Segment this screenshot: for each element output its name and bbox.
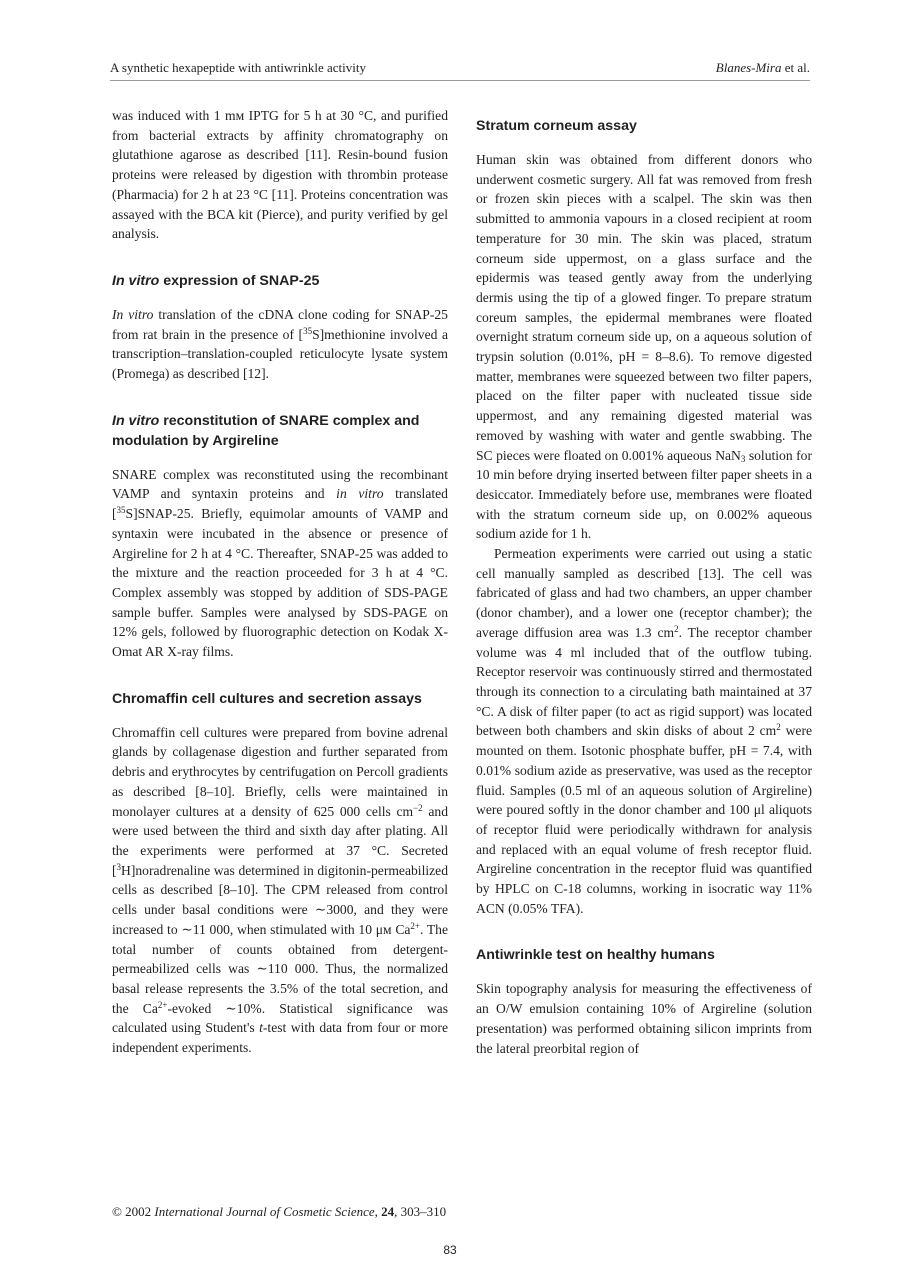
footer-journal: International Journal of Cosmetic Science xyxy=(154,1204,375,1219)
text-italic: in vitro xyxy=(336,486,384,502)
author-name: Blanes-Mira xyxy=(715,60,782,75)
paragraph-continued xyxy=(112,106,448,244)
heading-chromaffin: Chromaffin cell cultures and secretion assays xyxy=(112,690,422,707)
text-run: . The receptor chamber volume was 4 ml included that of the outflow tubing. Receptor reservoir was continuously stirred and thermostated through its connection to a circulating bath maintained at 37 °C. A disk of filter paper (to act as rigid support) was located between both chambers and skin disks of about 2 cm xyxy=(476,624,812,739)
heading-italic: In vitro xyxy=(112,412,160,429)
superscript: 35 xyxy=(303,325,313,336)
text-run: translation of the cDNA clone coding for SNAP-25 from rat brain in the presence of [ xyxy=(112,306,448,342)
heading-in-vitro-expression xyxy=(112,271,448,291)
text-run: Permeation experiments were carried out using a static cell manually sampled as described [13]. The cell was fabricated of glass and had two chambers, an upper chamber (donor chamber), and a lower one (receptor chamber); the average diffusion area was 1.3 cm xyxy=(476,546,812,640)
paragraph-chromaffin xyxy=(112,723,448,1058)
text-run: Human skin was obtained from different donors who underwent cosmetic surgery. All fat was removed from fresh or frozen skin pieces with a scalpel. The skin was then submitted to ammonia vapours in a closed recipient at room temperature for 30 min. The skin was placed, stratum corneum side uppermost, on a glass surface and the epidermis was teased gently away from the underlying dermis using the tip of a glowed finger. To prepare stratum coreum samples, the epidermal membranes were floated overnight stratum corneum side up, on a aqueous solution of trypsin solution (0.01%, pH = 8–8.6). To remove digested matter, membranes were squeezed between two filter papers, placed on the filter paper with nucleated tissue side uppermost, and any remaining digested material was removed by washing with water and gentle swabbing. The SC pieces were floated on 0.001% aqueous NaN xyxy=(476,152,812,463)
footer-volume: 24 xyxy=(381,1204,395,1219)
text-run: Chromaffin cell cultures were prepared from bovine adrenal glands by collagenase digestion and further separated from debris and erythrocytes by centrifugation on Percoll gradients as described [8–10]. Briefly, cells were maintained in monolayer cultures at a density of 625 000 cells cm xyxy=(112,724,448,819)
text-run: S]methionine involved a transcription–translation-coupled reticulocyte lysate system (Promega) as described [12]. xyxy=(112,326,448,382)
header-rule xyxy=(110,80,810,81)
heading-stratum-corneum: Stratum corneum assay xyxy=(476,118,637,134)
page-number: 83 xyxy=(443,1243,457,1257)
text-run: -test with data from four or more independent experiments. xyxy=(112,1020,448,1056)
text-run: SNARE complex was reconstituted using the recombinant VAMP and syntaxin proteins and xyxy=(112,466,448,502)
paragraph-in-vitro-expression xyxy=(112,305,448,384)
text-run: H]noradrenaline was determined in digitonin-permeabilized cells as described [8–10]. The CPM released from control cells under basal conditions were ∼3000, and they were increased to ∼11 000, when stimulated with 10 μᴍ Ca xyxy=(112,862,448,937)
text-run: were mounted on them. Isotonic phosphate buffer, pH = 7.4, with 0.01% sodium azide as preservative, was used as the receptor fluid. Samples (0.5 ml of an aqueous solution of Argireline) were poured softly in the donor chamber and 100 μl aliquots of receptor fluid were periodically withdrawn for analysis and replaced with an equal volume of fresh receptor fluid. Argireline concentration in the receptor fluid was quantified by HPLC on C-18 columns, working in isocratic way 11% ACN (0.05% TFA). xyxy=(476,723,812,916)
footer-copyright: © 2002 xyxy=(112,1204,155,1219)
heading-reconstitution xyxy=(112,411,448,451)
heading-italic: In vitro xyxy=(112,272,160,289)
heading-text: expression of SNAP-25 xyxy=(159,272,320,289)
paragraph-antiwrinkle: Skin topography analysis for measuring the effectiveness of an O/W emulsion containing 10% of Argireline (solution presentation) was performed obtaining silicon imprints from the lateral preorbital region of xyxy=(476,981,812,1056)
superscript: −2 xyxy=(413,802,423,813)
text-run: translated [ xyxy=(112,486,448,522)
footer-citation xyxy=(112,1204,446,1220)
superscript: 2 xyxy=(674,623,679,634)
text-run: and were used between the third and sixth day after plating. All the experiments were performed at 37 °C. Secreted [ xyxy=(112,803,449,878)
text-run: was induced with 1 mᴍ IPTG for 5 h at 30 °C, and purified from bacterial extracts by affinity chromatography on glutathione agarose as described [11]. Resin-bound fusion proteins were released by digestion with thrombin protease (Pharmacia) for 2 h at 23 °C [11]. Proteins concentration was assayed with the BCA kit (Pierce), and purity verified by gel analysis. xyxy=(112,108,448,242)
text-run: S]SNAP-25. Briefly, equimolar amounts of VAMP and syntaxin were incubated in the absence or presence of Argireline for 2 h at 4 °C. Thereafter, SNAP-25 was added to the mixture and the reaction proceeded for 3 h at 4 °C. Complex assembly was stopped by addition of SDS-PAGE sample buffer. Samples were analysed by SDS-PAGE on 12% gels, followed by fluorographic detection on Kodak X-Omat AR X-ray films. xyxy=(112,506,448,660)
text-run: solution for 10 min before drying inserted between filter paper sheets in a desiccator. Immediately before use, membranes were floated with the stratum corneum side up, on 0.002% aqueous sodium azide for 1 h. xyxy=(476,447,812,542)
superscript: 2 xyxy=(776,722,781,733)
paragraph-reconstitution xyxy=(112,465,448,662)
superscript: 35 xyxy=(116,505,126,516)
footer-separator: , xyxy=(374,1204,382,1219)
text-run: -evoked ∼10%. Statistical significance was calculated using Student's xyxy=(112,1000,448,1036)
heading-text: reconstitution of SNARE complex and modulation by Argireline xyxy=(112,412,420,449)
superscript: 2+ xyxy=(410,920,420,931)
heading-antiwrinkle: Antiwrinkle test on healthy humans xyxy=(476,947,715,964)
paragraph-permeation xyxy=(476,544,812,918)
footer-pages: , 303–310 xyxy=(394,1204,447,1219)
superscript: 3 xyxy=(116,861,122,872)
text-italic: t xyxy=(259,1020,263,1036)
right-column xyxy=(476,106,812,1058)
running-title: A synthetic hexapeptide with antiwrinkle activity xyxy=(110,60,366,75)
et-al: et al. xyxy=(784,60,810,75)
subscript: 3 xyxy=(740,453,746,464)
superscript: 2+ xyxy=(157,999,168,1010)
running-authors xyxy=(716,60,810,76)
paragraph-stratum-corneum xyxy=(476,150,812,544)
running-header xyxy=(110,60,810,82)
text-run: . The total number of counts obtained from detergent-permeabilized cells was ∼110 000. Thus, the normalized basal release represents the 3.5% of the total secretion, and the Ca xyxy=(112,921,449,1016)
text-italic: In vitro xyxy=(112,306,154,322)
left-column xyxy=(112,106,448,1058)
